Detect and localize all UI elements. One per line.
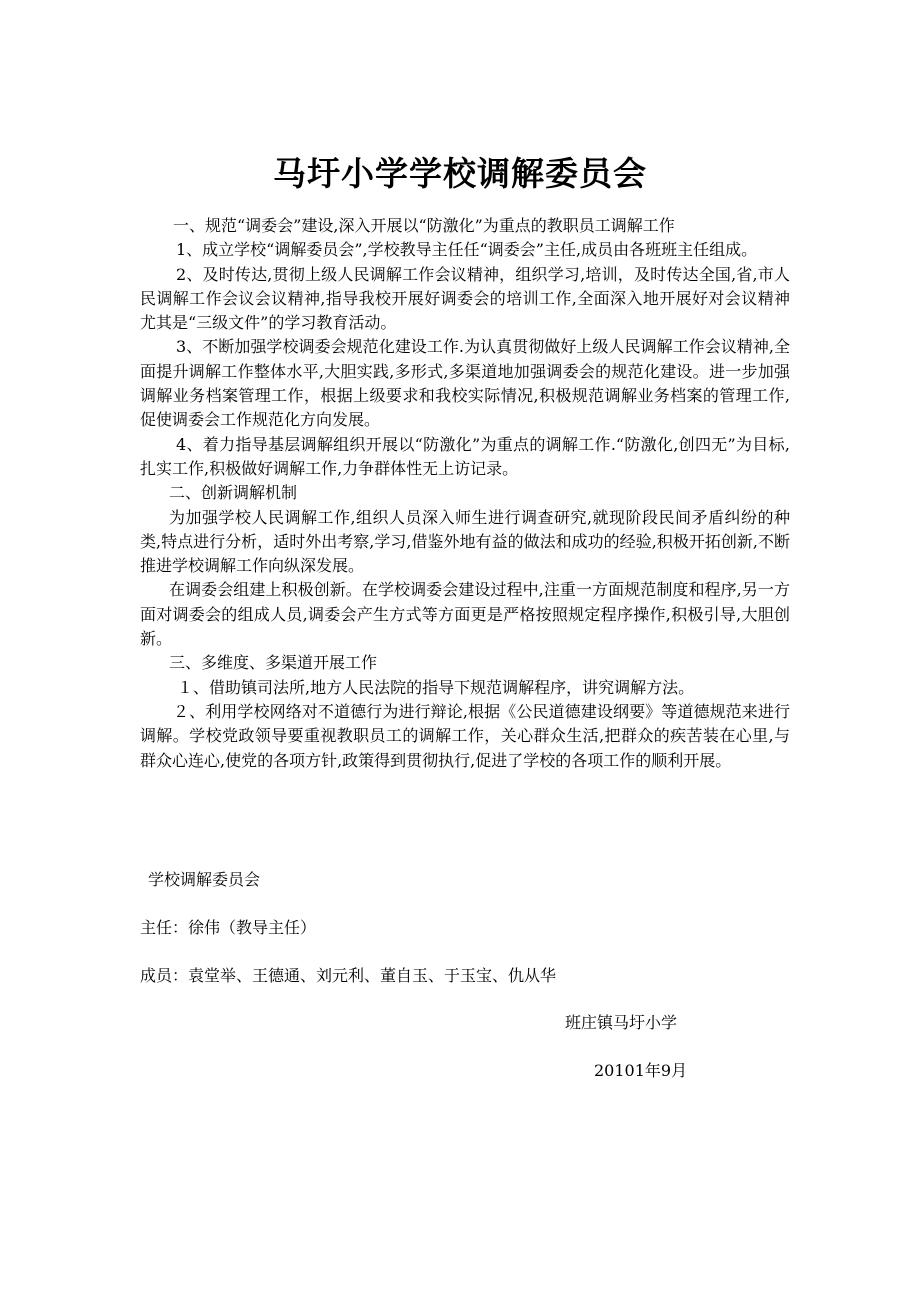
paragraph-work-1: １、借助镇司法所,地方人民法院的指导下规范调解程序，讲究调解方法。 <box>177 677 695 697</box>
document-title: 马圩小学学校调解委员会 <box>273 154 647 193</box>
paragraph-mechanism-2: 在调委会组建上积极创新。在学校调委会建设过程中,注重一方面规范制度和程序,另一方面对调委会的组成人员,调委会产生方式等方面更是严格按照规定程序操作,积极引导,大胆创新。 <box>140 580 790 649</box>
section-heading-2: 二、创新调解机制 <box>169 483 298 503</box>
signature-director: 主任：徐伟（教导主任） <box>140 918 317 937</box>
paragraph-item-3: 3、不断加强学校调委会规范化建设工作.为认真贯彻做好上级人民调解工作会议精神,全面提升调解工作整体水平,大胆实践,多形式,多渠道地加强调委会的规范化建设。进一步加强调解业务档案管理工作，根据上级要求和我校实际情况,积极规范调解业务档案的管理工作,促使调委会工作规范化方向发展。 <box>140 337 790 430</box>
section-heading-3: 三、多维度、多渠道开展工作 <box>169 653 378 673</box>
signature-committee: 学校调解委员会 <box>148 870 261 889</box>
paragraph-work-2: ２、利用学校网络对不道德行为进行辩论,根据《公民道德建设纲要》等道德规范来进行调解。学校党政领导要重视教职员工的调解工作，关心群众生活,把群众的疾苦装在心里,与群众心连心,使党的各项方针,政策得到贯彻执行,促进了学校的各项工作的顺利开展。 <box>140 701 790 770</box>
document-body <box>140 214 790 773</box>
signature-members: 成员：袁堂举、王德通、刘元利、董自玉、于玉宝、仇从华 <box>140 966 557 985</box>
paragraph-item-4: 4、着力指导基层调解组织开展以“防激化”为重点的调解工作.“防激化,创四无”为目标,扎实工作,积极做好调解工作,力争群体性无上访记录。 <box>140 434 790 478</box>
section-heading-1: 一、规范“调委会”建设,深入开展以“防激化”为重点的教职员工调解工作 <box>173 216 675 235</box>
signature-date: 20101年9月 <box>594 1061 688 1080</box>
paragraph-mechanism-1: 为加强学校人民调解工作,组织人员深入师生进行调查研究,就现阶段民间矛盾纠纷的种类,特点进行分析，适时外出考察,学习,借鉴外地有益的做法和成功的经验,积极开拓创新,不断推进学校调解工作向纵深发展。 <box>140 507 790 576</box>
paragraph-item-1: 1、成立学校“调解委员会”,学校教导主任任“调委会”主任,成员由各班班主任组成。 <box>176 240 758 260</box>
paragraph-item-2: 2、及时传达,贯彻上级人民调解工作会议精神，组织学习,培训，及时传达全国,省,市人民调解工作会议会议精神,指导我校开展好调委会的培训工作,全面深入地开展好对会议精神尤其是“三级文件”的学习教育活动。 <box>140 264 790 333</box>
signature-school: 班庄镇马圩小学 <box>565 1013 678 1032</box>
